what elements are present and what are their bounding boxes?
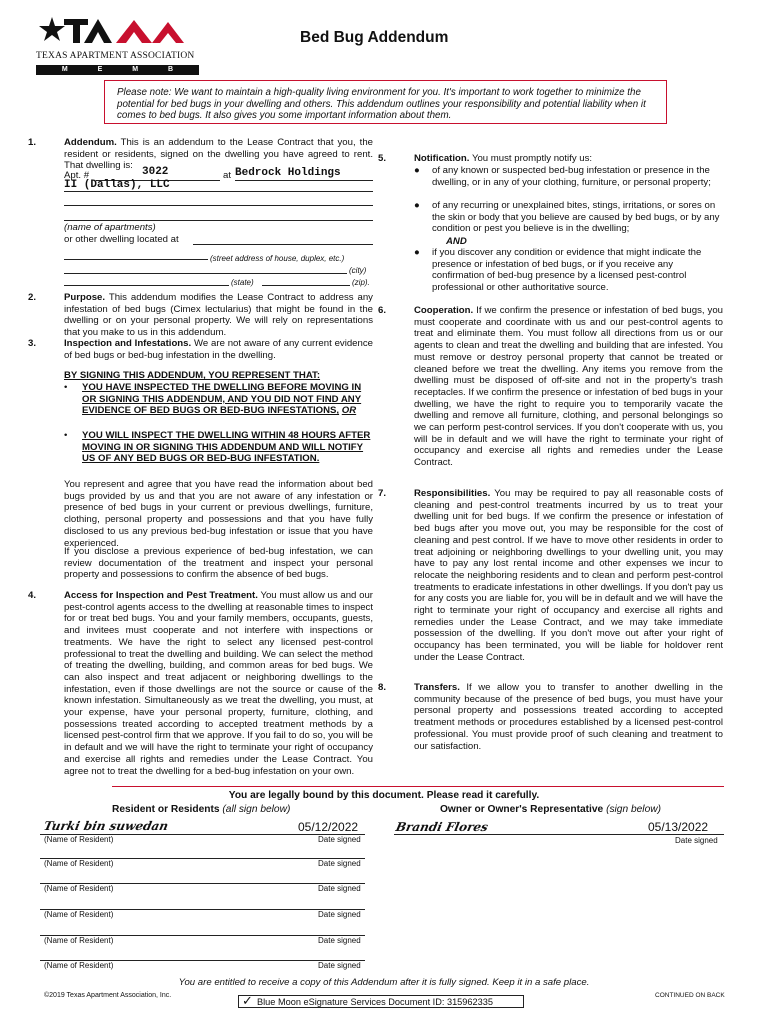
apartments-label: (name of apartments) [64,222,156,233]
owner-date[interactable]: 05/13/2022 [648,820,709,834]
section-8 [378,682,723,752]
section-6-num: 6. [378,305,387,316]
signature-divider [112,786,724,787]
section-2 [28,292,373,339]
street-label: (street address of house, duplex, etc.) [210,254,345,263]
section-5-num: 5. [378,153,387,164]
section-4-text: You must allow us and our pest-control agents access to the dwelling at reasonable times to inspect for or treat bed bugs. You and your family members, occupants, guests, and invitees must cooperate and not interfere with inspections or treatments. We have the right to select any licensed pest-control professional to treat the dwelling and building. We can select the method of treating the dwelling, building, and common areas for bed bugs. We can also inspect and treat adjacent or neighboring dwellings to the infestation, even if those dwellings are not the source or cause of the known infestation. Simultaneously as we treat the dwelling, you must, at your expense, have your personal property, furniture, clothing, and possessions treated according to accepted treatment methods by a licensed pest-control firm that we approve. If you fail to do so, you will be in default and we will have the right to terminate your right of occupancy and exercise all rights and remedies under the Lease Contract. You agree not to treat the dwelling for a bed-bug infestation on your own. [64,590,373,777]
section-3-title: Inspection and Infestations. [64,338,192,349]
state-line [64,285,229,286]
section-2-text: This addendum modifies the Lease Contract to address any infestation of bed bugs (Cimex lectularius) that might be found in the dwelling or on your personal property. We will rely on representations that you make to us in this addendum. [64,292,373,339]
resident-6-name-label: (Name of Resident) [44,961,114,970]
street-line [64,259,208,260]
section-6-text: If we confirm the presence or infestation of bed bugs, you must cooperate and coordinate with us and our pest-control agents to treat and eliminate them. You must follow all directions from us or our agents to clean and treat the dwelling and building that are infested. You must remove or destroy personal property that cannot be treated or cleaned before we treat the dwelling. Any items you remove from the dwelling must be disposed of off-site and not in the property's trash receptacles. If we confirm the presence or infestation of bed bugs in your dwelling, we have the right to require you to temporarily vacate the dwelling and remove all furniture, clothing, and personal belongings so we can perform pest-control services. If you don't cooperate with us, you will be in default and we will have the right to terminate your right of occupancy and exercise all rights and remedies under the Lease Contract. [414,305,723,469]
residents-header-label: Resident or Residents [112,804,220,815]
continued-on-back: CONTINUED ON BACK [655,992,725,999]
section-5 [378,153,723,165]
bullet-1-text: YOU HAVE INSPECTED THE DWELLING BEFORE MOVING IN OR SIGNING THIS ADDENDUM, AND YOU DID NOT FIND ANY EVIDENCE OF BED BUGS OR BED-BUG INFESTATIONS, [82,382,362,417]
resident-1-signature[interactable]: Turki bin suwedan [42,819,170,833]
notify-bullet-2 [414,200,723,235]
copyright: ©2019 Texas Apartment Association, Inc. [44,992,172,999]
legal-notice: You are legally bound by this document. Please read it carefully. [228,790,540,801]
at-label: at [223,170,232,181]
section-3-num: 3. [28,338,37,349]
resident-3-date-label: Date signed [318,884,361,893]
resident-1-name-label: (Name of Resident) [44,835,114,844]
resident-3-name-label: (Name of Resident) [44,884,114,893]
esign-text: Blue Moon eSignature Services Document ID: 315962335 [257,997,493,1007]
resident-2-date-label: Date signed [318,859,361,868]
taa-logo-mark [38,14,188,48]
owner-header-note: (sign below) [606,804,661,815]
resident-4-date-label: Date signed [318,910,361,919]
resident-6-date-label: Date signed [318,961,361,970]
section-7-text: You may be required to pay all reasonable costs of cleaning and pest-control treatments incurred by us to treat your dwelling unit for bed bugs. If we confirm the presence or infestation of bed bugs after you move out, you may be responsible for the cost of cleaning and pest control. If we have to move other residents in order to treat adjoining or neighboring dwellings to your dwelling unit, you may have to pay any lost rental income and other expenses we incur to relocate the neighboring residents and to clean and perform pest-control treatments to eradicate infestations in other dwellings. If you don't pay us for any costs you are liable for, you will be in default and we will have the right to terminate your right of occupancy and exercise all rights and remedies under the Lease Contract, and we may take immediate possession of the dwelling. If you don't move out after your right of occupancy has been terminated, you will be liable for holdover rent under the Lease Contract. [414,488,724,663]
owner-signature[interactable]: Brandi Flores [394,820,490,834]
notify-bullet-1-text: of any known or suspected bed-bug infestation or presence in the dwelling, or in any of your clothing, furniture, or personal property; [432,165,711,188]
section-8-text: If we allow you to transfer to another dwelling in the community because of the presence of bed bugs, you must have your personal property and possessions treated according to accepted treatment methods or procedures established by a licensed pest-control professional. You must provide proof of such cleaning and treatment to our satisfaction. [414,682,723,752]
resident-4-name-label: (Name of Resident) [44,910,114,919]
resident-5-date-label: Date signed [318,936,361,945]
property-name-cont[interactable]: II (Dallas), LLC [64,179,170,191]
city-line [64,273,347,274]
section-1-num: 1. [28,137,37,148]
property-line-2 [64,191,373,192]
resident-1-date-label: Date signed [318,835,361,844]
zip-line [262,285,350,286]
resident-1-date[interactable]: 05/12/2022 [298,820,359,834]
state-label: (state) [231,278,254,287]
owner-date-label: Date signed [675,836,718,845]
notice-text: Please note: We want to maintain a high-quality living environment for you. It's important to work together to minimize the potential for bed bugs in your dwelling and others. This addendum outlines your responsibility and potential liability when it comes to bed bugs. It also gives you some important information about them. [117,87,646,122]
notice-box [104,80,667,124]
logo-member-bar [36,65,199,83]
represent-bullet-2 [64,430,373,465]
section-2-num: 2. [28,292,37,303]
owner-line [394,834,724,835]
section-7 [378,488,724,664]
zip-label: (zip). [352,278,370,287]
represent-heading: BY SIGNING THIS ADDENDUM, YOU REPRESENT THAT: [64,370,321,381]
section-6 [378,305,723,469]
apt-number[interactable]: 3022 [142,166,169,178]
section-3 [28,338,373,361]
esign-badge [238,995,524,1008]
residents-header-note: (all sign below) [222,804,291,815]
checkmark-icon: ✓ [242,993,253,1008]
residents-header [112,804,290,815]
section-3-text: We are not aware of any current evidence of bed bugs or bed-bug infestation in the dwelling. [64,338,373,361]
section-3-para-2: If you disclose a previous experience of bed-bug infestation, we can review documentation of the treatment and inspect your personal property and possessions to confirm the absence of bed bugs. [64,546,373,581]
notify-and: AND [446,236,467,247]
resident-2-name-label: (Name of Resident) [44,859,114,868]
apt-label: Apt. # [64,170,90,181]
copy-note: You are entitled to receive a copy of this Addendum after it is fully signed. Keep it in a safe place. [178,977,590,988]
section-8-num: 8. [378,682,387,693]
logo-member-text: M E M B E R [61,66,188,83]
notify-bullet-1 [414,165,723,188]
owner-header [440,804,661,815]
notify-bullet-3-text: if you discover any condition or evidence that might indicate the presence or infestation of bed bugs, or if you receive any confirmation of bed-bug presence by a licensed pest-control professional or other authoritative source. [432,247,702,294]
notify-bullet-3 [414,247,723,294]
resident-5-name-label: (Name of Resident) [44,936,114,945]
other-dwelling-label: or other dwelling located at [64,234,179,245]
section-4 [28,590,373,777]
city-label: (city) [349,266,367,275]
section-4-title: Access for Inspection and Pest Treatment. [64,590,258,601]
property-name[interactable]: Bedrock Holdings [235,167,341,179]
notify-bullet-3-dot: ● [414,247,420,258]
section-2-title: Purpose. [64,292,106,303]
section-7-title: Responsibilities. [414,488,491,499]
section-1-title: Addendum. [64,137,117,148]
bullet-2-dot: • [64,430,68,441]
section-3-para-1: You represent and agree that you have read the information about bed bugs provided by us and that you are not aware of any infestation or presence of bed bugs in your current or previous dwellings, furniture, clothing, personal property and possessions and that you have fully disclosed to us any previous bed-bug infestation or issue that you have experienced. [64,479,373,549]
other-dwelling-line [193,244,373,245]
notify-bullet-1-dot: ● [414,165,420,176]
property-line-4 [64,220,373,221]
section-4-num: 4. [28,590,37,601]
owner-header-label: Owner or Owner's Representative [440,804,604,815]
bullet-2-text: YOU WILL INSPECT THE DWELLING WITHIN 48 HOURS AFTER MOVING IN OR SIGNING THIS ADDENDUM AND WILL NOTIFY US OF ANY BED BUGS OR BED-BUG INFESTATION. [82,430,371,465]
represent-bullet-1 [64,382,373,417]
section-7-num: 7. [378,488,387,499]
bullet-1-or: OR [341,405,357,417]
notify-bullet-2-text: of any recurring or unexplained bites, stings, irritations, or sores on the skin or body that you believe are caused by bed bugs, or by any condition or pest you believe is in the dwelling; [432,200,720,235]
logo-org-name: TEXAS APARTMENT ASSOCIATION [36,51,195,61]
taa-logo [34,14,204,83]
page-title: Bed Bug Addendum [300,29,449,46]
property-line [235,180,373,181]
section-1-text: This is an addendum to the Lease Contract that you, the resident or residents, signed on the dwelling you have agreed to rent. That dwelling is: [64,137,373,172]
section-5-title: Notification. [414,153,470,164]
notify-bullet-2-dot: ● [414,200,420,211]
section-8-title: Transfers. [414,682,460,693]
property-line-3 [64,205,373,206]
section-6-title: Cooperation. [414,305,474,316]
bullet-1-dot: • [64,382,68,393]
section-5-text: You must promptly notify us: [471,153,593,164]
